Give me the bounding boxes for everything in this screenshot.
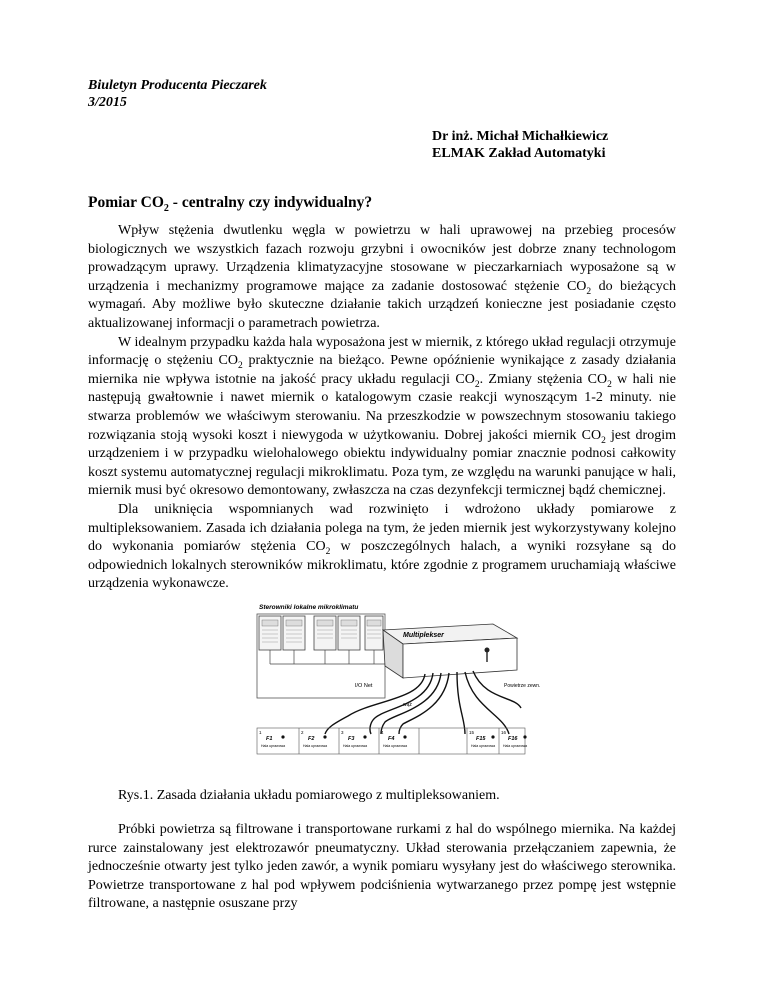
subscript: 2 — [474, 379, 480, 390]
multiplexer-label: Multiplekser — [403, 632, 444, 639]
filter-icon — [363, 735, 366, 738]
paragraph — [88, 334, 676, 501]
controllers-label: Sterowniki lokalne mikroklimatu — [259, 604, 359, 611]
article-title — [88, 194, 372, 214]
room-label: Hala uprawowa — [343, 744, 368, 748]
text-segment: Próbki powietrza są filtrowane i transportowane rurkami z hal do wspólnego miernika. Na każdej rurce zainstalowany jest elektrozawór pneumatyczny. Układ sterowania przełączaniem zapewnia, że jednocześnie otwarty jest tylko jeden zawór, a wynik pomiaru wysyłany jest do właściwego sterownika. Powietrze transportowane z hal pod wpływem podciśnienia wytwarzanego przez pompę jest wstępnie filtrowane, a następnie osuszane przy — [88, 822, 676, 912]
controller-unit — [314, 616, 360, 650]
filter-label: F1 — [266, 736, 273, 742]
multiplexer-diagram — [253, 604, 541, 756]
paragraph — [88, 821, 676, 914]
room-label: Hala uprawowa — [383, 744, 408, 748]
text-segment: do bieżących wymagań. Aby możliwe było skuteczne działanie takich urządzeń konieczne jest posiadanie często aktualizowanej informacji o parametrach powietrza. — [88, 278, 676, 331]
room-label: Hala uprawowa — [261, 744, 286, 748]
room-label: Hala uprawowa — [503, 744, 528, 748]
text-segment: Wpływ stężenia dwutlenku węgla w powietrzu w hali uprawowej na przebieg procesów biologicznych we wszystkich fazach rozwoju grzybni i owocników jest dobrze znany technologom prowadzącym uprawy. Urządzenia klimatyzacyjne stosowane w pieczarkarniach wyposażone są w urządzenia i mechanizmy programowe mające za zadanie dostosować stężenie CO — [88, 223, 676, 294]
author-company: ELMAK Zakład Automatyki — [432, 146, 606, 161]
filter-number: 4 — [381, 730, 384, 735]
controller-unit — [365, 616, 383, 650]
filter-icon — [281, 735, 284, 738]
filter-number: 16 — [501, 730, 507, 735]
hose-label: wąż — [403, 702, 412, 708]
title-text: Pomiar CO — [88, 194, 164, 211]
filter-label: F15 — [476, 736, 486, 742]
filter-label: F2 — [308, 736, 315, 742]
filter-icon — [403, 735, 406, 738]
room-label: Hala uprawowa — [471, 744, 496, 748]
title-subscript: 2 — [163, 203, 169, 215]
filter-label: F16 — [508, 736, 518, 742]
subscript: 2 — [238, 360, 243, 371]
text-segment: W idealnym przypadku każda hala wyposażona jest w miernik, z którego układ regulacji otrzymuje informację o stężeniu CO — [88, 334, 676, 369]
author-name: Dr inż. Michał Michałkiewicz — [432, 129, 609, 144]
filter-icon — [491, 735, 494, 738]
text-segment: . Zmiany stężenia CO — [479, 371, 608, 387]
room-label: Hala uprawowa — [303, 744, 328, 748]
journal-header — [88, 77, 267, 111]
text-segment: w hali nie następują gwałtownie i nawet miernik o katalogowym czasie reakcji wynoszącym 1-2 minuty. nie stwarza problemów we właściwym sterowaniu. Na przeszkodzie w powszechnym stosowaniu takiego rozwiązania stoją wysoki koszt i niewygoda w użytkowaniu. Dobrej jakości miernik CO — [88, 371, 676, 443]
subscript: 2 — [601, 435, 606, 446]
filter-number: 3 — [341, 730, 344, 735]
subscript: 2 — [607, 379, 612, 390]
title-text-end: - centralny czy indywidualny? — [168, 194, 373, 211]
io-net-label: I/O Net — [355, 683, 373, 689]
article-body-continued — [88, 821, 676, 914]
subscript: 2 — [586, 286, 592, 297]
subscript: 2 — [325, 546, 331, 557]
filter-number: 15 — [469, 730, 475, 735]
text-segment: w poszczególnych halach, a wyniki rozsyłane są do odpowiednich lokalnych sterowników mikroklimatu, które zgodnie z programem uruchamiają właściwe urządzenia wykonawcze. — [88, 539, 676, 592]
filter-label: F3 — [348, 736, 355, 742]
article-body — [88, 222, 676, 594]
filter-icon — [323, 735, 326, 738]
outside-air-label: Powietrze zewn. — [504, 683, 541, 689]
journal-issue: 3/2015 — [88, 95, 127, 110]
paragraph — [88, 501, 676, 594]
author-block — [432, 128, 608, 162]
filter-number: 1 — [259, 730, 262, 735]
paragraph — [88, 222, 676, 334]
figure-caption: Rys.1. Zasada działania układu pomiarowego z multipleksowaniem. — [118, 788, 500, 803]
text-segment: Dla uniknięcia wspomnianych wad rozwinięto i wdrożono układy pomiarowe z multipleksowaniem. Zasada ich działania polega na tym, że jeden miernik jest wykorzystywany kolejno do wykonania pomiarów stężenia CO — [88, 501, 676, 555]
text-segment: praktycznie na bieżąco. Pewne opóźnienie wynikające z zasady działania miernika nie wpływa istotnie na jakość pracy układu regulacji CO — [88, 353, 677, 387]
text-segment: jest drogim urządzeniem i w przypadku wielohalowego obiektu indywidualny pomiar znacznie podnosi całkowity koszt systemu automatycznej regulacji mikroklimatu. Poza tym, ze względu na warunki panujące w hali, miernik musi być okresowo demontowany, zwłaszcza na czas dezynfekcji termicznej bądź chemicznej. — [88, 427, 676, 499]
controller-unit — [259, 616, 305, 650]
filter-label: F4 — [388, 736, 395, 742]
filter-number: 2 — [301, 730, 304, 735]
filter-icon — [523, 735, 526, 738]
controller-units — [259, 616, 396, 664]
journal-name: Biuletyn Producenta Pieczarek — [88, 78, 267, 93]
hoses — [325, 671, 521, 734]
